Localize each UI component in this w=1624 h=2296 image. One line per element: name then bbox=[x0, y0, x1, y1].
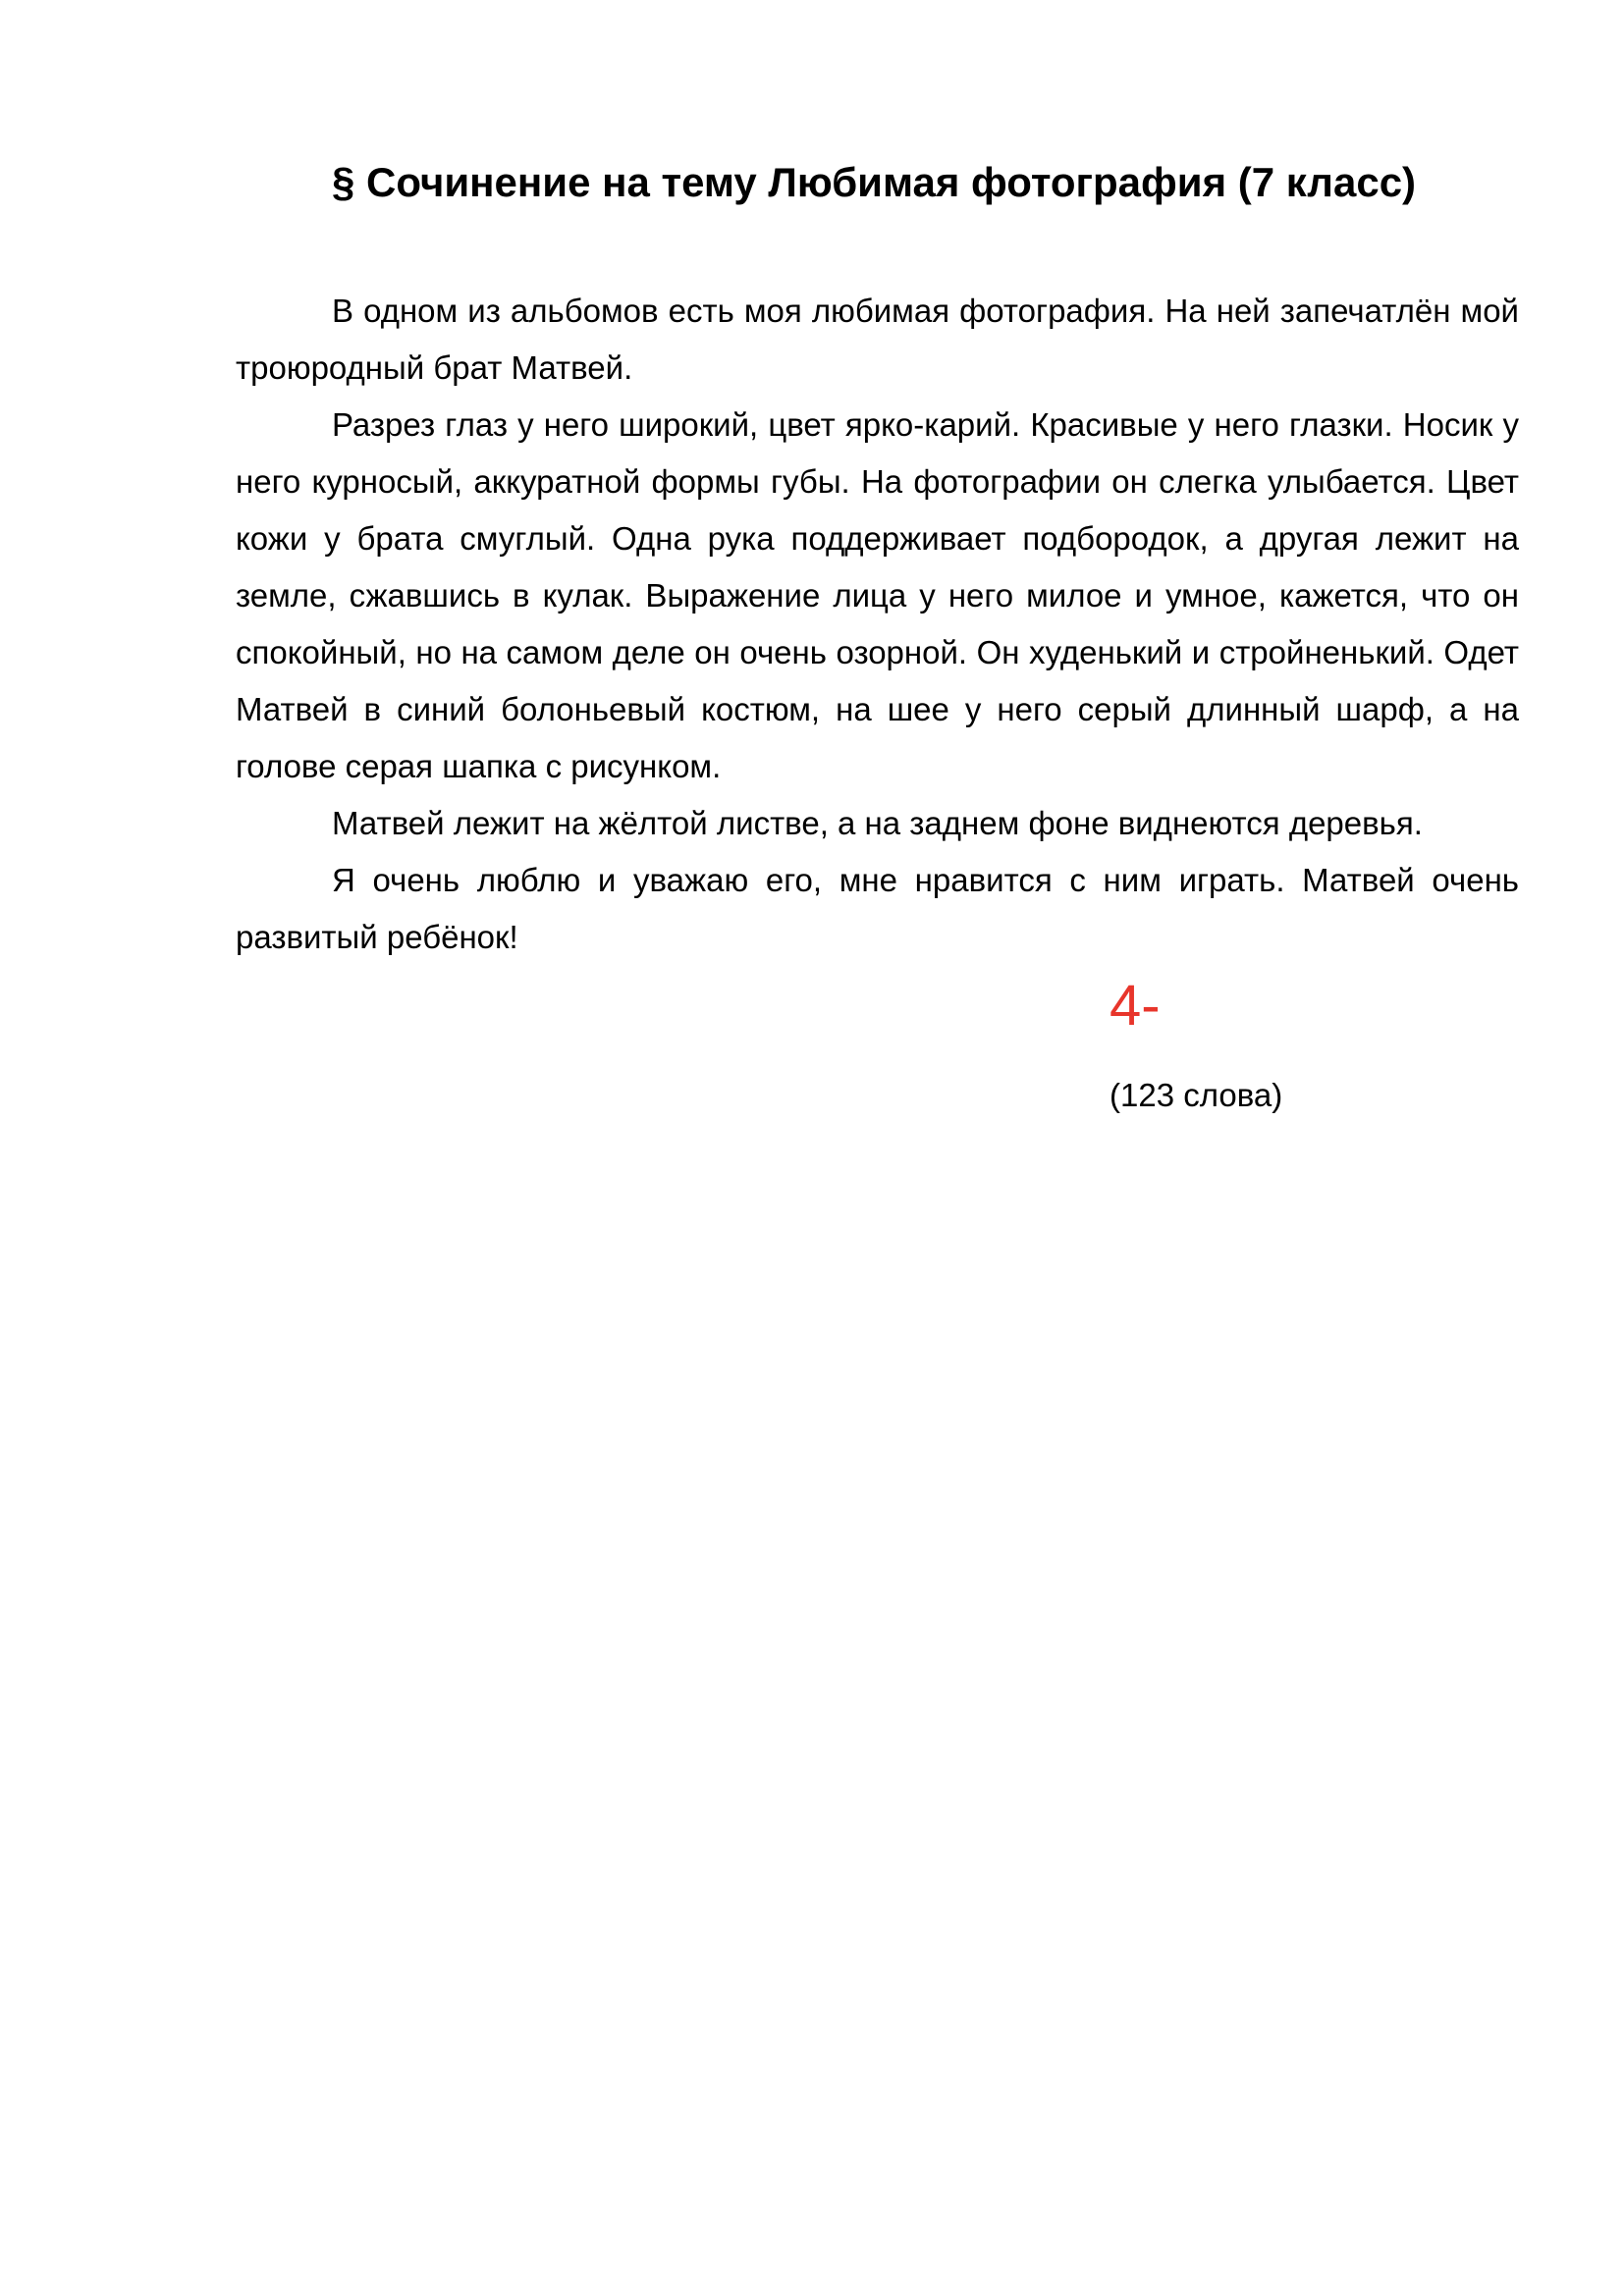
grade-mark: 4- bbox=[1110, 974, 1161, 1038]
essay-body bbox=[236, 283, 1519, 966]
essay-title: § Сочинение на тему Любимая фотография (7 класс) bbox=[332, 159, 1417, 205]
paragraph-3: Матвей лежит на жёлтой листве, а на заднем фоне виднеются деревья. bbox=[332, 805, 1423, 841]
paragraph-4: Я очень люблю и уважаю его, мне нравится с ним играть. Матвей очень развитый ребёнок! bbox=[236, 862, 1519, 955]
paragraph-2: Разрез глаз у него широкий, цвет ярко-карий. Красивые у него глазки. Носик у него курносый, аккуратной формы губы. На фотографии он слегка улыбается. Цвет кожи у брата смуглый. Одна рука поддерживает подбородок, а другая лежит на земле, сжавшись в кулак. Выражение лица у него милое и умное, кажется, что он спокойный, но на самом деле он очень озорной. Он худенький и стройненький. Одет Матвей в синий болоньевый костюм, на шее у него серый длинный шарф, а на голове серая шапка с рисунком. bbox=[236, 406, 1519, 784]
paragraph-1: В одном из альбомов есть моя любимая фотография. На ней запечатлён мой троюродный брат Матвей. bbox=[236, 293, 1519, 386]
word-count: (123 слова) bbox=[1110, 1077, 1283, 1113]
